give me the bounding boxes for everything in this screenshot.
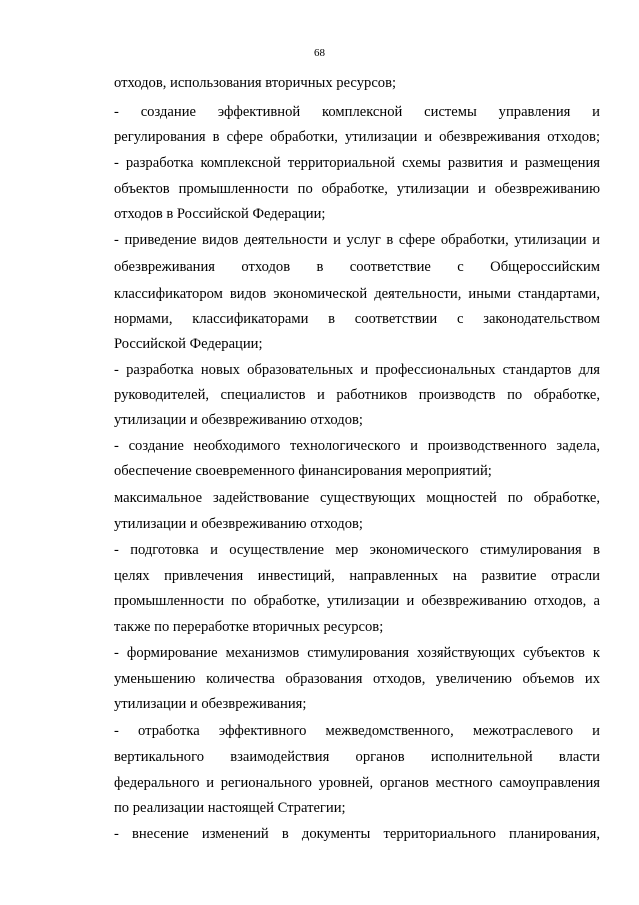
text-line: - приведение видов деятельности и услуг в сфере обработки, утилизации и [114, 232, 600, 248]
text-line: отходов, использования вторичных ресурсов; [114, 75, 397, 91]
text-line: утилизации и обезвреживания; [114, 696, 307, 712]
text-line: классификатором видов экономической деятельности, иными стандартами, [114, 286, 600, 302]
text-line: - разработка комплексной территориальной схемы развития и размещения [114, 155, 600, 171]
page-number: 68 [314, 47, 325, 59]
text-line: - создание необходимого технологического и производственного задела, [114, 438, 600, 454]
text-line: Российской Федерации; [114, 336, 263, 352]
text-line: регулирования в сфере обработки, утилизации и обезвреживания отходов; [114, 129, 600, 145]
text-line: - создание эффективной комплексной системы управления и [114, 104, 600, 120]
text-line: утилизации и обезвреживанию отходов; [114, 412, 363, 428]
text-line: обеспечение своевременного финансирования мероприятий; [114, 463, 492, 479]
text-line: утилизации и обезвреживанию отходов; [114, 516, 363, 532]
text-line: максимальное задействование существующих мощностей по обработке, [114, 490, 600, 506]
text-line: руководителей, специалистов и работников производств по обработке, [114, 387, 600, 403]
text-line: обезвреживания отходов в соответствие с Общероссийским [114, 259, 600, 275]
text-line: уменьшению количества образования отходов, увеличению объемов их [114, 671, 600, 687]
text-line: федерального и регионального уровней, органов местного самоуправления [114, 775, 600, 791]
text-line: отходов в Российской Федерации; [114, 206, 326, 222]
text-line: - формирование механизмов стимулирования хозяйствующих субъектов к [114, 645, 600, 661]
text-line: - разработка новых образовательных и профессиональных стандартов для [114, 362, 600, 378]
text-line: - отработка эффективного межведомственного, межотраслевого и [114, 723, 600, 739]
text-line: нормами, классификаторами в соответствии с законодательством [114, 311, 600, 327]
text-line: объектов промышленности по обработке, утилизации и обезвреживанию [114, 181, 600, 197]
text-line: по реализации настоящей Стратегии; [114, 800, 346, 816]
text-line: целях привлечения инвестиций, направленных на развитие отрасли [114, 568, 600, 584]
text-line: вертикального взаимодействия органов исполнительной власти [114, 749, 600, 765]
text-line: - внесение изменений в документы территориального планирования, [114, 826, 600, 842]
text-line: также по переработке вторичных ресурсов; [114, 619, 384, 635]
text-line: промышленности по обработке, утилизации и обезвреживанию отходов, а [114, 593, 600, 609]
text-line: - подготовка и осуществление мер экономического стимулирования в [114, 542, 600, 558]
